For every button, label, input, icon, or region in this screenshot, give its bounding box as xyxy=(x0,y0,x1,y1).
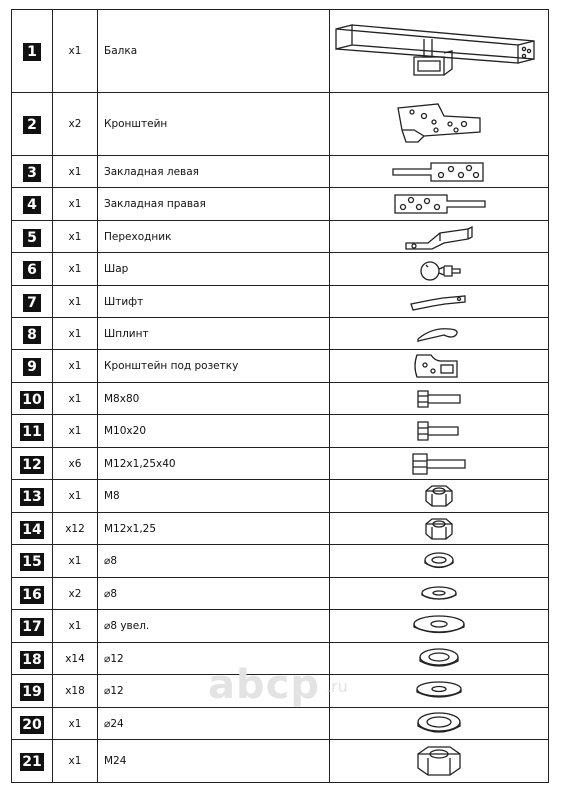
bolt-icon xyxy=(414,420,464,442)
item-name: ⌀12 xyxy=(98,643,330,675)
item-number: 20 xyxy=(22,716,42,733)
table-row xyxy=(12,286,549,318)
item-number: 19 xyxy=(22,684,42,700)
watermark-logo xyxy=(208,662,368,711)
item-name: М8 xyxy=(98,480,330,513)
item-quantity: x1 xyxy=(53,253,98,286)
item-quantity: x1 xyxy=(53,545,98,578)
bolt-icon xyxy=(409,452,469,476)
table-row xyxy=(12,480,549,513)
item-name: Балка xyxy=(98,10,330,93)
item-name: М8х80 xyxy=(98,383,330,415)
item-number: 6 xyxy=(23,261,41,279)
item-name: Кронштейн под розетку xyxy=(98,350,330,383)
spring-washer-icon xyxy=(421,550,457,572)
item-quantity: x1 xyxy=(53,480,98,513)
item-number: 9 xyxy=(23,358,41,376)
adapter-icon xyxy=(404,223,474,251)
right-embedded-plate-icon xyxy=(391,191,487,217)
table-row xyxy=(12,188,549,221)
table-row xyxy=(12,578,549,610)
flat-washer-icon xyxy=(419,584,459,604)
socket-bracket-icon xyxy=(411,351,467,381)
item-name: М24 xyxy=(98,740,330,783)
item-name: ⌀8 xyxy=(98,545,330,578)
item-number: 8 xyxy=(23,326,41,344)
item-number: 5 xyxy=(23,229,41,247)
table-row xyxy=(12,350,549,383)
tow-bar-beam-icon xyxy=(334,17,544,85)
item-number: 14 xyxy=(22,521,42,538)
item-quantity: x6 xyxy=(53,448,98,480)
item-name: М10х20 xyxy=(98,415,330,448)
item-number: 21 xyxy=(22,754,42,770)
item-quantity: x1 xyxy=(53,350,98,383)
item-number: 3 xyxy=(23,164,41,182)
hex-nut-icon xyxy=(414,744,464,778)
item-quantity: x1 xyxy=(53,156,98,188)
item-quantity: x14 xyxy=(53,643,98,675)
table-row xyxy=(12,708,549,740)
item-name: ⌀24 xyxy=(98,708,330,740)
item-number: 16 xyxy=(22,586,42,603)
item-name: Закладная правая xyxy=(98,188,330,221)
item-number: 10 xyxy=(22,391,42,408)
tow-ball-icon xyxy=(414,255,464,283)
bracket-plate-icon xyxy=(394,102,484,146)
bolt-icon xyxy=(414,388,464,410)
item-quantity: x1 xyxy=(53,740,98,783)
table-row xyxy=(12,448,549,480)
item-name: М12х1,25 xyxy=(98,513,330,545)
item-quantity: x1 xyxy=(53,10,98,93)
item-name: ⌀12 xyxy=(98,675,330,708)
large-flat-washer-icon xyxy=(411,614,467,638)
item-quantity: x1 xyxy=(53,610,98,643)
item-quantity: x2 xyxy=(53,93,98,156)
item-name: Шар xyxy=(98,253,330,286)
table-row xyxy=(12,318,549,350)
hex-nut-icon xyxy=(422,483,456,509)
spring-washer-icon xyxy=(414,710,464,738)
item-quantity: x2 xyxy=(53,578,98,610)
item-number: 13 xyxy=(22,489,42,505)
table-row xyxy=(12,383,549,415)
item-number: 17 xyxy=(22,619,42,635)
item-number: 15 xyxy=(22,554,42,570)
item-number: 4 xyxy=(23,196,41,214)
item-name: Кронштейн xyxy=(98,93,330,156)
item-number: 18 xyxy=(22,651,42,668)
item-quantity: x18 xyxy=(53,675,98,708)
table-row xyxy=(12,156,549,188)
item-number: 1 xyxy=(23,43,41,61)
table-row xyxy=(12,415,549,448)
table-row xyxy=(12,545,549,578)
item-quantity: x1 xyxy=(53,415,98,448)
item-name: Штифт xyxy=(98,286,330,318)
item-name: Закладная левая xyxy=(98,156,330,188)
item-quantity: x1 xyxy=(53,221,98,253)
spring-washer-icon xyxy=(416,647,462,671)
table-row xyxy=(12,221,549,253)
item-name: ⌀8 увел. xyxy=(98,610,330,643)
item-quantity: x1 xyxy=(53,188,98,221)
left-embedded-plate-icon xyxy=(391,159,487,185)
table-row xyxy=(12,740,549,783)
item-quantity: x1 xyxy=(53,286,98,318)
item-quantity: x1 xyxy=(53,318,98,350)
table-row xyxy=(12,93,549,156)
item-name: ⌀8 xyxy=(98,578,330,610)
item-quantity: x12 xyxy=(53,513,98,545)
item-number: 12 xyxy=(22,456,42,473)
hex-nut-icon xyxy=(422,516,456,542)
table-row xyxy=(12,253,549,286)
item-name: М12х1,25х40 xyxy=(98,448,330,480)
watermark-brand: abcp xyxy=(208,662,320,708)
flat-washer-icon xyxy=(414,680,464,702)
pin-icon xyxy=(409,292,469,312)
item-name: Шплинт xyxy=(98,318,330,350)
item-name: Переходник xyxy=(98,221,330,253)
item-quantity: x1 xyxy=(53,708,98,740)
item-quantity: x1 xyxy=(53,383,98,415)
watermark-tld: .ru xyxy=(326,677,348,696)
item-number: 11 xyxy=(22,424,42,440)
table-row xyxy=(12,10,549,93)
table-row xyxy=(12,513,549,545)
cotter-pin-icon xyxy=(414,323,464,345)
table-row xyxy=(12,610,549,643)
item-number: 7 xyxy=(23,294,41,312)
item-number: 2 xyxy=(23,116,41,134)
